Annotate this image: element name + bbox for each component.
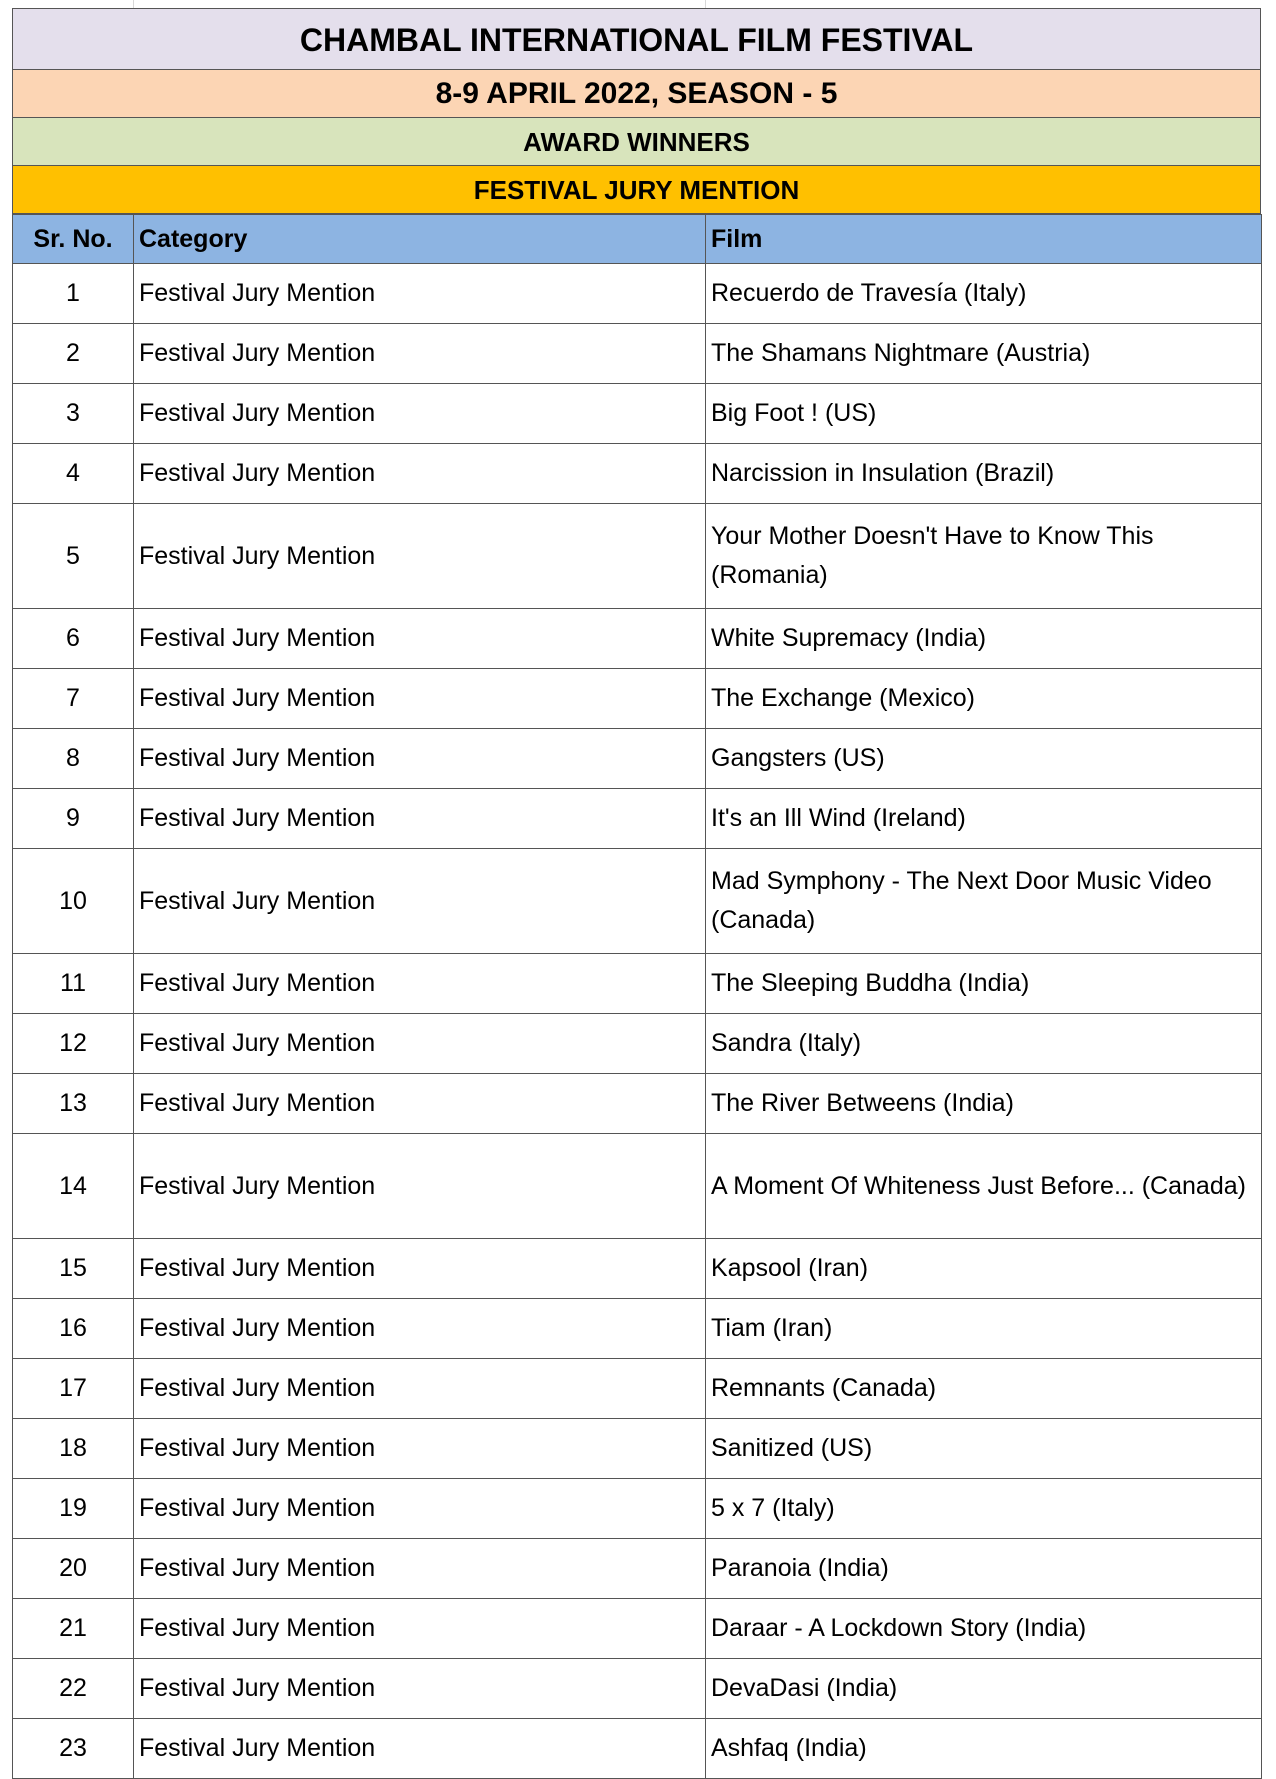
cell-film[interactable]: Ashfaq (India) <box>706 1719 1262 1779</box>
table-row <box>13 1659 1262 1719</box>
cell-category[interactable]: Festival Jury Mention <box>134 729 706 789</box>
table-row <box>13 669 1262 729</box>
cell-film[interactable]: 5 x 7 (Italy) <box>706 1479 1262 1539</box>
cell-category[interactable]: Festival Jury Mention <box>134 1359 706 1419</box>
cell-category[interactable]: Festival Jury Mention <box>134 264 706 324</box>
table-row <box>13 849 1262 954</box>
header-row <box>13 215 1262 264</box>
cell-film[interactable]: DevaDasi (India) <box>706 1659 1262 1719</box>
table-row <box>13 729 1262 789</box>
cell-category[interactable]: Festival Jury Mention <box>134 1014 706 1074</box>
table-row <box>13 1299 1262 1359</box>
table-row <box>13 444 1262 504</box>
cell-film[interactable]: Mad Symphony - The Next Door Music Video (Canada) <box>706 849 1262 954</box>
cell-sr-no[interactable]: 5 <box>13 504 134 609</box>
cell-sr-no[interactable]: 1 <box>13 264 134 324</box>
cell-film[interactable]: A Moment Of Whiteness Just Before... (Canada) <box>706 1134 1262 1239</box>
table-row <box>13 954 1262 1014</box>
cell-film[interactable]: The Shamans Nightmare (Austria) <box>706 324 1262 384</box>
cell-category[interactable]: Festival Jury Mention <box>134 1299 706 1359</box>
cell-sr-no[interactable]: 8 <box>13 729 134 789</box>
cell-sr-no[interactable]: 17 <box>13 1359 134 1419</box>
table-row <box>13 1074 1262 1134</box>
table-row <box>13 504 1262 609</box>
section-heading: AWARD WINNERS <box>12 118 1261 166</box>
cell-category[interactable]: Festival Jury Mention <box>134 1479 706 1539</box>
cell-sr-no[interactable]: 22 <box>13 1659 134 1719</box>
cell-category[interactable]: Festival Jury Mention <box>134 1134 706 1239</box>
cell-sr-no[interactable]: 3 <box>13 384 134 444</box>
table-row <box>13 789 1262 849</box>
cell-film[interactable]: Tiam (Iran) <box>706 1299 1262 1359</box>
table-row <box>13 1479 1262 1539</box>
cell-category[interactable]: Festival Jury Mention <box>134 1239 706 1299</box>
cell-sr-no[interactable]: 13 <box>13 1074 134 1134</box>
table-row <box>13 1134 1262 1239</box>
cell-film[interactable]: Daraar - A Lockdown Story (India) <box>706 1599 1262 1659</box>
cell-category[interactable]: Festival Jury Mention <box>134 1659 706 1719</box>
cell-film[interactable]: Remnants (Canada) <box>706 1359 1262 1419</box>
winners-table <box>12 214 1262 1779</box>
cell-film[interactable]: Gangsters (US) <box>706 729 1262 789</box>
cell-category[interactable]: Festival Jury Mention <box>134 954 706 1014</box>
table-row <box>13 1239 1262 1299</box>
cell-sr-no[interactable]: 14 <box>13 1134 134 1239</box>
cell-category[interactable]: Festival Jury Mention <box>134 384 706 444</box>
cell-sr-no[interactable]: 9 <box>13 789 134 849</box>
table-row <box>13 1719 1262 1779</box>
table-row <box>13 1419 1262 1479</box>
cell-category[interactable]: Festival Jury Mention <box>134 1074 706 1134</box>
cell-film[interactable]: The Exchange (Mexico) <box>706 669 1262 729</box>
gridline <box>705 0 706 8</box>
cell-sr-no[interactable]: 4 <box>13 444 134 504</box>
gridline <box>133 0 134 8</box>
cell-film[interactable]: Sandra (Italy) <box>706 1014 1262 1074</box>
table-row <box>13 1599 1262 1659</box>
table-row <box>13 384 1262 444</box>
cell-film[interactable]: The River Betweens (India) <box>706 1074 1262 1134</box>
cell-film[interactable]: Narcission in Insulation (Brazil) <box>706 444 1262 504</box>
cell-category[interactable]: Festival Jury Mention <box>134 444 706 504</box>
cell-category[interactable]: Festival Jury Mention <box>134 1419 706 1479</box>
header-sr-no[interactable]: Sr. No. <box>13 215 134 264</box>
header-category[interactable]: Category <box>134 215 706 264</box>
cell-sr-no[interactable]: 19 <box>13 1479 134 1539</box>
cell-film[interactable]: The Sleeping Buddha (India) <box>706 954 1262 1014</box>
cell-category[interactable]: Festival Jury Mention <box>134 1719 706 1779</box>
table-row <box>13 1014 1262 1074</box>
cell-category[interactable]: Festival Jury Mention <box>134 789 706 849</box>
cell-film[interactable]: Paranoia (India) <box>706 1539 1262 1599</box>
table-row <box>13 264 1262 324</box>
table-body <box>13 264 1262 1779</box>
table-row <box>13 1539 1262 1599</box>
cell-sr-no[interactable]: 6 <box>13 609 134 669</box>
cell-film[interactable]: Big Foot ! (US) <box>706 384 1262 444</box>
cell-sr-no[interactable]: 7 <box>13 669 134 729</box>
cell-sr-no[interactable]: 23 <box>13 1719 134 1779</box>
cell-sr-no[interactable]: 10 <box>13 849 134 954</box>
cell-film[interactable]: Recuerdo de Travesía (Italy) <box>706 264 1262 324</box>
spreadsheet <box>12 8 1261 1779</box>
cell-category[interactable]: Festival Jury Mention <box>134 1539 706 1599</box>
cell-sr-no[interactable]: 2 <box>13 324 134 384</box>
cell-category[interactable]: Festival Jury Mention <box>134 609 706 669</box>
cell-film[interactable]: Sanitized (US) <box>706 1419 1262 1479</box>
cell-film[interactable]: Your Mother Doesn't Have to Know This (Romania) <box>706 504 1262 609</box>
cell-sr-no[interactable]: 20 <box>13 1539 134 1599</box>
cell-sr-no[interactable]: 21 <box>13 1599 134 1659</box>
cell-sr-no[interactable]: 18 <box>13 1419 134 1479</box>
cell-category[interactable]: Festival Jury Mention <box>134 504 706 609</box>
header-film[interactable]: Film <box>706 215 1262 264</box>
cell-sr-no[interactable]: 16 <box>13 1299 134 1359</box>
table-row <box>13 609 1262 669</box>
cell-film[interactable]: Kapsool (Iran) <box>706 1239 1262 1299</box>
cell-sr-no[interactable]: 12 <box>13 1014 134 1074</box>
cell-film[interactable]: It's an Ill Wind (Ireland) <box>706 789 1262 849</box>
table-row <box>13 1359 1262 1419</box>
festival-title: CHAMBAL INTERNATIONAL FILM FESTIVAL <box>12 8 1261 70</box>
festival-dates: 8-9 APRIL 2022, SEASON - 5 <box>12 70 1261 118</box>
cell-category[interactable]: Festival Jury Mention <box>134 849 706 954</box>
cell-sr-no[interactable]: 15 <box>13 1239 134 1299</box>
cell-category[interactable]: Festival Jury Mention <box>134 669 706 729</box>
cell-film[interactable]: White Supremacy (India) <box>706 609 1262 669</box>
cell-sr-no[interactable]: 11 <box>13 954 134 1014</box>
subsection-heading: FESTIVAL JURY MENTION <box>12 166 1261 214</box>
cell-category[interactable]: Festival Jury Mention <box>134 1599 706 1659</box>
table-row <box>13 324 1262 384</box>
cell-category[interactable]: Festival Jury Mention <box>134 324 706 384</box>
